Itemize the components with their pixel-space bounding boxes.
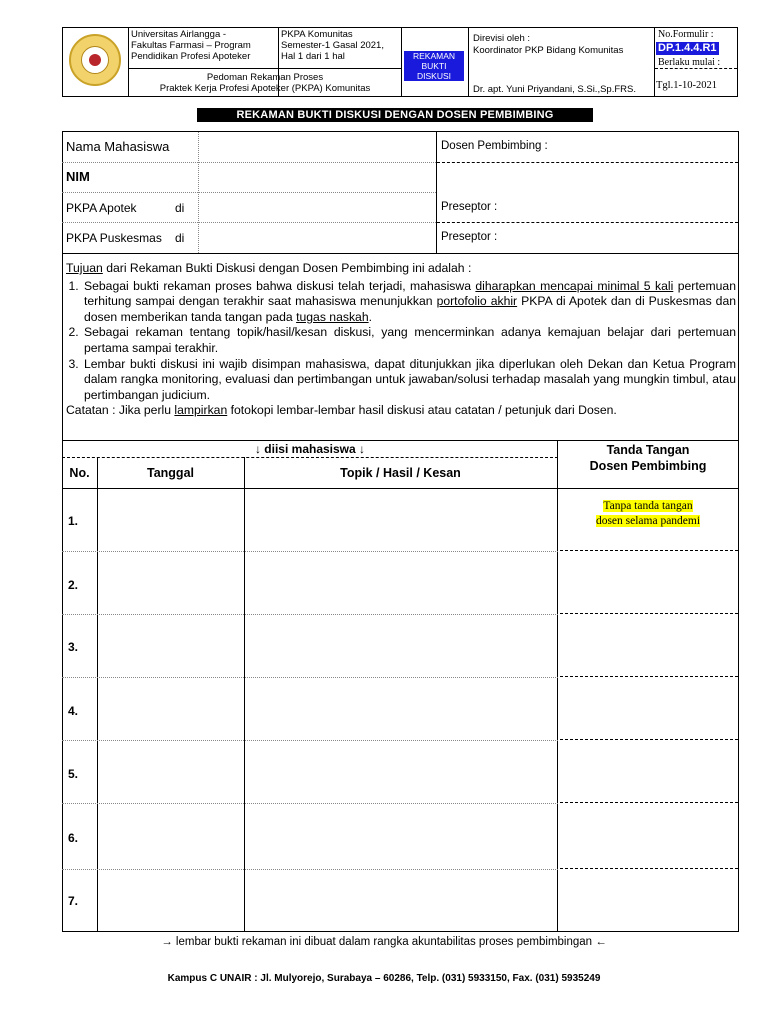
purpose-note: Catatan : Jika perlu lampirkan fotokopi lembar-lembar hasil diskusi atau catatan / petunjuk dari Dosen. — [66, 403, 617, 418]
signature-note-line: dosen selama pandemi — [595, 515, 701, 527]
filled-by-student-label: ↓ diisi mahasiswa ↓ — [254, 442, 366, 456]
di-label: di — [175, 201, 185, 215]
institution-block — [131, 29, 251, 62]
signature-note-line: Tanpa tanda tangan — [603, 500, 693, 512]
purpose-item-1: 1. Sebagai bukti rekaman proses bahwa diskusi telah terjadi, mahasiswa diharapkan mencapai minimal 5 kali pertemuan terhitung sampai dengan terakhir saat mahasiswa menunjukkan portofolio akhir PKPA di Apotek dan di Puskesmas dan dosen memberikan tanda tangan pada tugas naskah. — [82, 279, 736, 326]
row-number: 1. — [68, 514, 79, 528]
row-number: 4. — [68, 704, 79, 718]
university-logo — [69, 34, 121, 86]
purpose-item-3: 3. Lembar bukti diskusi ini wajib disimpan mahasiswa, dapat ditunjukkan jika diperlukan oleh Dekan dan Ketua Program dalam rangka monitoring, evaluasi dan pertimbangan untuk jawaban/solusi terhadap masalah yang mungkin timbul, atau pertimbangan judicium. — [82, 357, 736, 404]
revised-by-role: Koordinator PKP Bidang Komunitas — [473, 45, 624, 56]
pkpa-puskesmas-label: PKPA Puskesmas — [66, 231, 162, 245]
pkpa-puskesmas-field[interactable] — [200, 224, 434, 250]
row-number: 7. — [68, 894, 79, 908]
revised-by-label: Direvisi oleh : — [473, 33, 531, 44]
col-topic-header: Topik / Hasil / Kesan — [340, 466, 461, 480]
page-title: REKAMAN BUKTI DISKUSI DENGAN DOSEN PEMBIMBING — [197, 108, 593, 122]
doc-type-line: REKAMAN — [412, 51, 456, 61]
col-date-header: Tanggal — [147, 466, 194, 480]
program-line: Hal 1 dari 1 hal — [281, 51, 345, 62]
form-frame — [62, 131, 739, 932]
purpose-section — [66, 261, 736, 419]
institution-line: Universitas Airlangga - — [131, 29, 227, 40]
revised-by-name: Dr. apt. Yuni Priyandani, S.Si.,Sp.FRS. — [473, 84, 636, 95]
purpose-intro-underlined: Tujuan — [66, 261, 103, 275]
nim-field[interactable] — [200, 164, 434, 190]
program-line: Semester-1 Gasal 2021, — [281, 40, 384, 51]
purpose-intro-text: dari Rekaman Bukti Diskusi dengan Dosen Pembimbing ini adalah : — [102, 261, 472, 275]
guideline-line: Praktek Kerja Profesi Apoteker (PKPA) Komunitas — [159, 83, 371, 94]
purpose-item-2: 2. Sebagai rekaman tentang topik/hasil/kesan diskusi, yang mencerminkan adanya kemajuan belajar dari pertemuan pertama sampai terakhir. — [82, 325, 736, 356]
document-header — [62, 27, 738, 97]
col-signature-line: Tanda Tangan — [606, 443, 690, 457]
col-signature-header — [557, 442, 739, 474]
doc-type-line: BUKTI DISKUSI — [416, 61, 451, 81]
col-no-header: No. — [69, 466, 90, 480]
form-no-label: No.Formulir : — [658, 29, 714, 40]
guideline-line: Pedoman Rekaman Proses — [206, 72, 324, 83]
row-number: 3. — [68, 640, 79, 654]
form-no-badge: DP.1.4.4.R1 — [658, 42, 717, 54]
purpose-intro — [66, 261, 736, 277]
row-number: 5. — [68, 767, 79, 781]
pkpa-apotek-label: PKPA Apotek — [66, 201, 137, 215]
preceptor-apotek-label: Preseptor : — [441, 201, 498, 213]
supervisor-label: Dosen Pembimbing : — [441, 140, 548, 152]
pkpa-apotek-field[interactable] — [200, 194, 434, 220]
nim-label: NIM — [66, 169, 90, 184]
preceptor-puskesmas-label: Preseptor : — [441, 231, 498, 243]
institution-line: Fakultas Farmasi – Program — [131, 40, 251, 51]
row-number: 2. — [68, 578, 79, 592]
student-name-label: Nama Mahasiswa — [66, 139, 170, 154]
institution-line: Pendidikan Profesi Apoteker — [131, 51, 251, 62]
di-label: di — [175, 231, 185, 245]
student-name-field[interactable] — [200, 134, 434, 160]
effective-date: Tgl.1-10-2021 — [656, 80, 717, 91]
campus-address: Kampus C UNAIR : Jl. Mulyorejo, Surabaya – 60286, Telp. (031) 5933150, Fax. (031) 5935249 — [167, 973, 601, 984]
signature-note — [557, 499, 739, 529]
program-block — [281, 29, 384, 62]
effective-label: Berlaku mulai : — [658, 57, 721, 68]
row-number: 6. — [68, 831, 79, 845]
program-line: PKPA Komunitas — [281, 29, 353, 40]
doc-type-badge — [404, 51, 464, 81]
accountability-note: → lembar bukti rekaman ini dibuat dalam rangka akuntabilitas proses pembimbingan ← — [161, 936, 607, 948]
guideline-block — [129, 72, 401, 94]
col-signature-line: Dosen Pembimbing — [589, 459, 707, 473]
